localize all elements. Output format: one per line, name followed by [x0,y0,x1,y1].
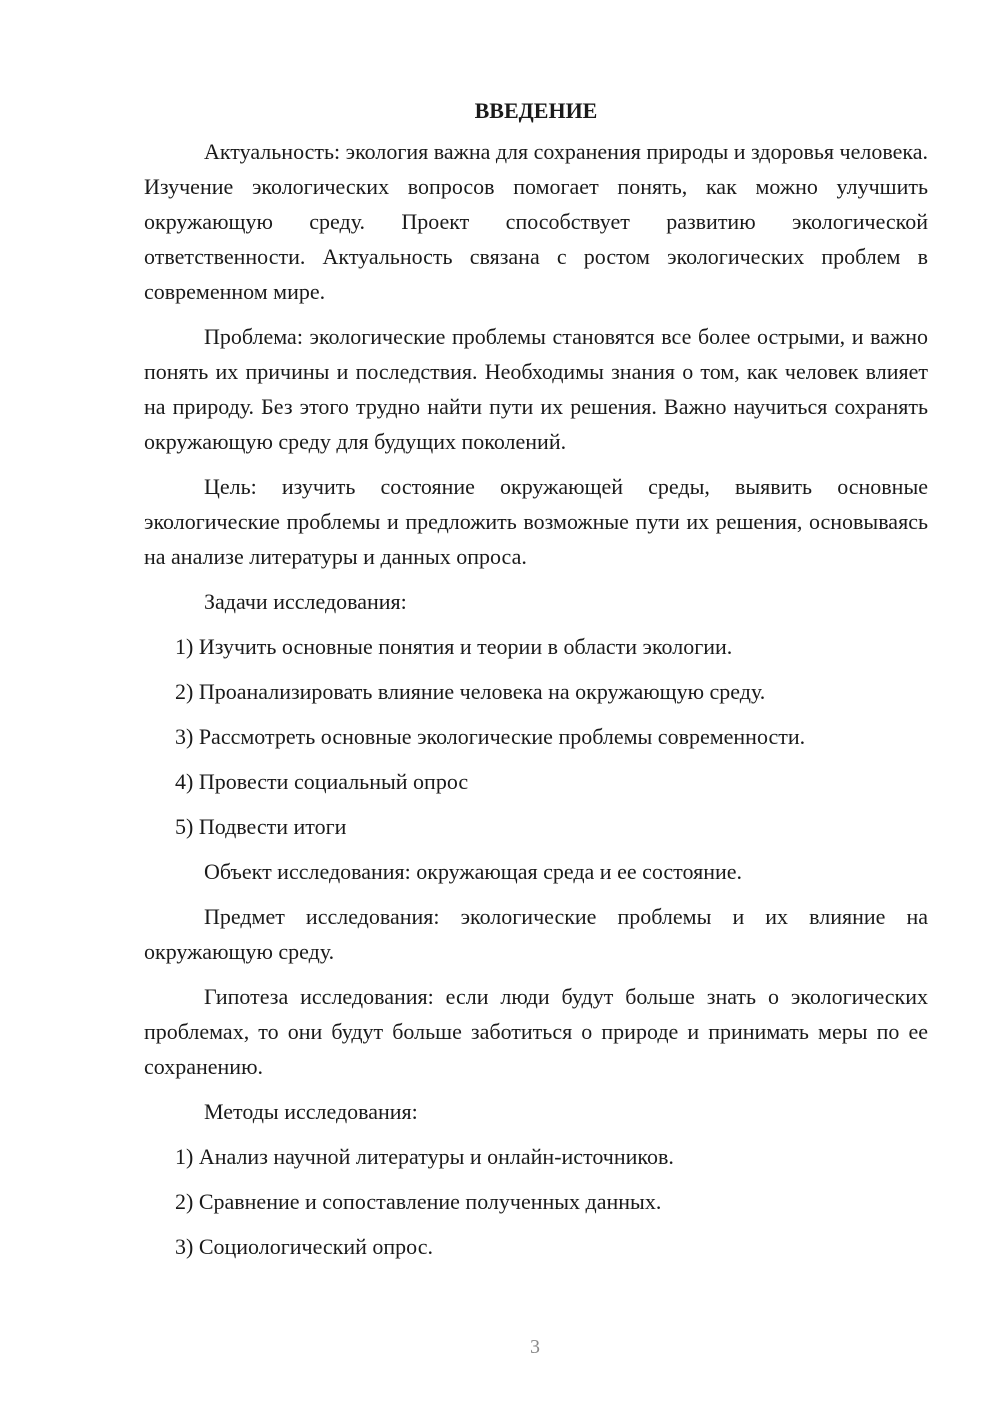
hypothesis-paragraph: Гипотеза исследования: если люди будут больше знать о экологических проблемах, то они будут больше заботиться о природе и принимать меры по ее сохранению. [144,984,928,1079]
list-item: 5) Подвести итоги [175,814,347,839]
object-paragraph: Объект исследования: окружающая среда и ее состояние. [204,859,743,884]
page-number: 3 [530,1336,540,1358]
document-page [144,96,928,1274]
list-item: 4) Провести социальный опрос [175,769,469,794]
methods-list [144,1139,928,1264]
list-item: 1) Анализ научной литературы и онлайн-источников. [175,1144,674,1169]
list-item: 3) Рассмотреть основные экологические проблемы современности. [175,724,806,749]
problem-paragraph: Проблема: экологические проблемы становятся все более острыми, и важно понять их причины и последствия. Необходимы знания о том, как человек влияет на природу. Без этого трудно найти пути их решения. Важно научиться сохранять окружающую среду для будущих поколений. [144,324,928,454]
list-item: 2) Сравнение и сопоставление полученных данных. [175,1189,662,1214]
list-item: 3) Социологический опрос. [175,1234,433,1259]
list-item: 1) Изучить основные понятия и теории в области экологии. [175,634,733,659]
methods-heading: Методы исследования: [204,1099,418,1124]
page-title: ВВЕДЕНИЕ [474,98,598,123]
tasks-heading: Задачи исследования: [204,589,407,614]
list-item: 2) Проанализировать влияние человека на окружающую среду. [175,679,766,704]
relevance-paragraph: Актуальность: экология важна для сохранения природы и здоровья человека. Изучение экологических вопросов помогает понять, как можно улучшить окружающую среду. Проект способствует развитию экологической ответственности. Актуальность связана с ростом экологических проблем в современном мире. [144,139,928,304]
tasks-list [144,629,928,844]
subject-paragraph: Предмет исследования: экологические проблемы и их влияние на окружающую среду. [144,904,928,964]
goal-paragraph: Цель: изучить состояние окружающей среды, выявить основные экологические проблемы и предложить возможные пути их решения, основываясь на анализе литературы и данных опроса. [144,474,928,569]
